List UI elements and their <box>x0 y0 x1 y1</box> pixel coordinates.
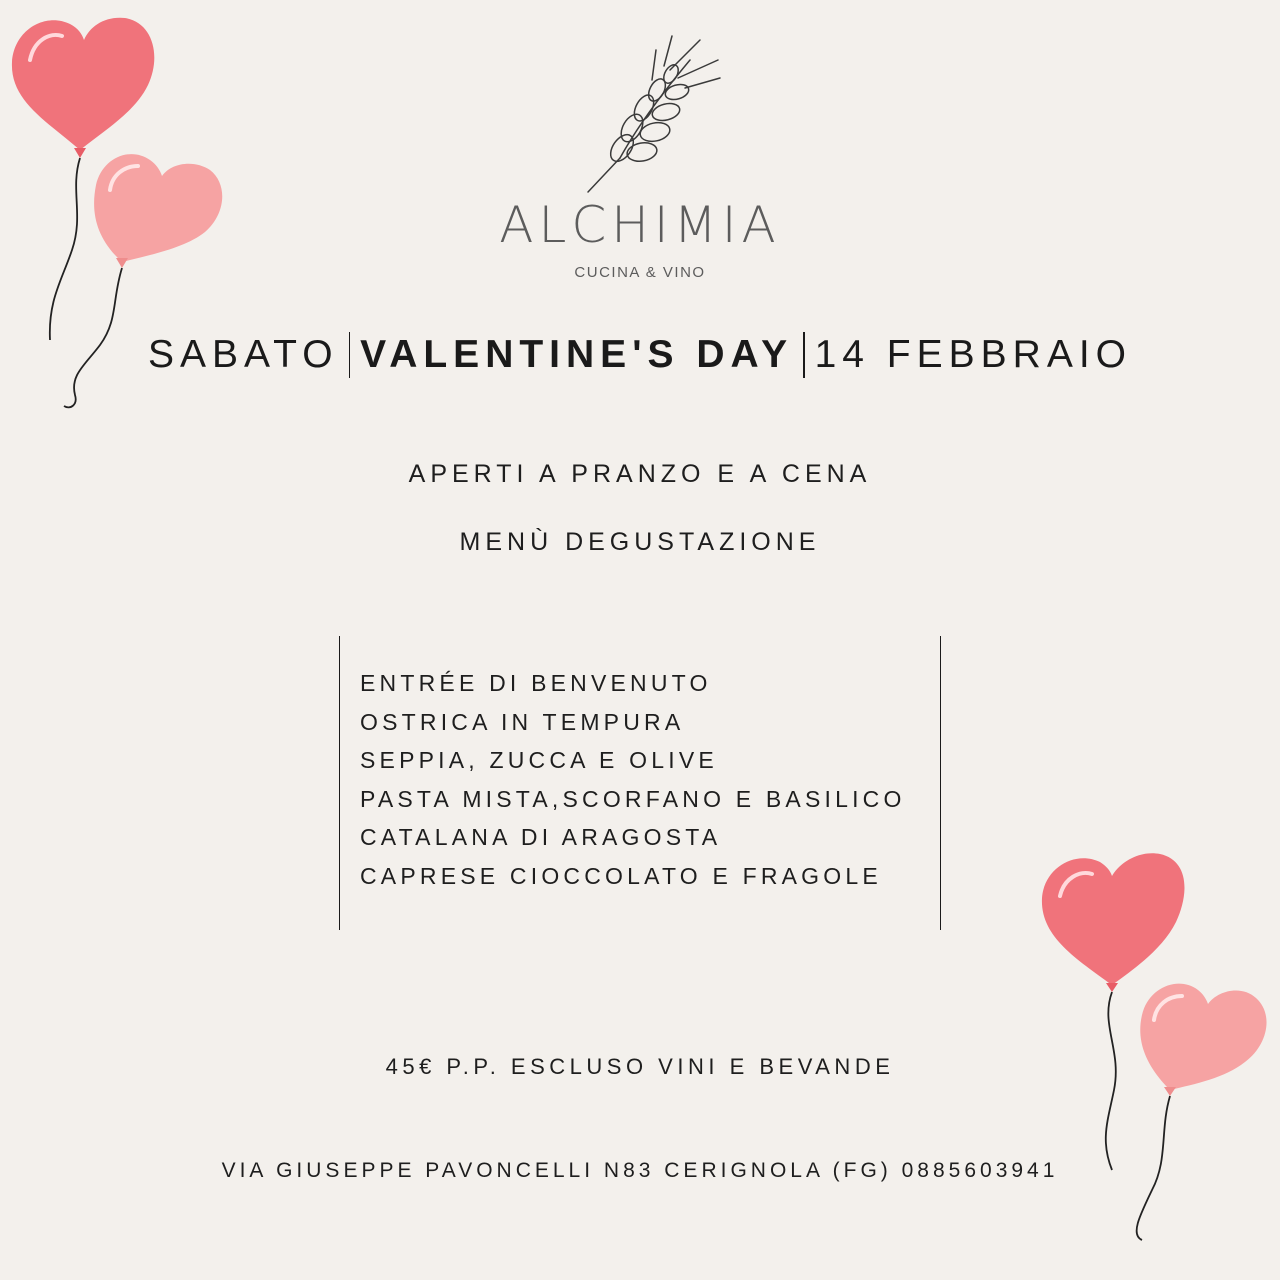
brand-name: ALCHIMIA <box>499 196 781 254</box>
headline-day: SABATO <box>147 333 339 376</box>
menu-item: CATALANA DI ARAGOSTA <box>360 824 722 850</box>
menu-item: OSTRICA IN TEMPURA <box>360 708 685 735</box>
menu-item: SEPPIA, ZUCCA E OLIVE <box>360 747 718 773</box>
menu-item: CAPRESE CIOCCOLATO E FRAGOLE <box>360 862 882 889</box>
menu-item: ENTRÉE DI BENVENUTO <box>360 670 712 696</box>
headline-event: VALENTINE'S DAY <box>360 333 794 376</box>
menu-item: PASTA MISTA,SCORFANO E BASILICO <box>360 785 906 812</box>
address-text: VIA GIUSEPPE PAVONCELLI N83 CERIGNOLA (FG) 0885603941 <box>221 1159 1059 1182</box>
headline <box>0 332 1280 378</box>
open-hours-text: APERTI A PRANZO E A CENA <box>408 460 872 488</box>
headline-date: 14 FEBBRAIO <box>814 333 1133 376</box>
menu-list <box>360 664 906 895</box>
menu-box <box>339 636 941 930</box>
menu-title: MENÙ DEGUSTAZIONE <box>459 528 821 556</box>
balloons-bottom-right <box>1030 840 1280 1260</box>
wheat-logo-icon <box>560 30 730 200</box>
brand-tagline: CUCINA & VINO <box>574 264 706 281</box>
price-text: 45€ P.P. ESCLUSO VINI E BEVANDE <box>385 1054 895 1079</box>
heart-balloon-icon <box>1137 984 1267 1240</box>
